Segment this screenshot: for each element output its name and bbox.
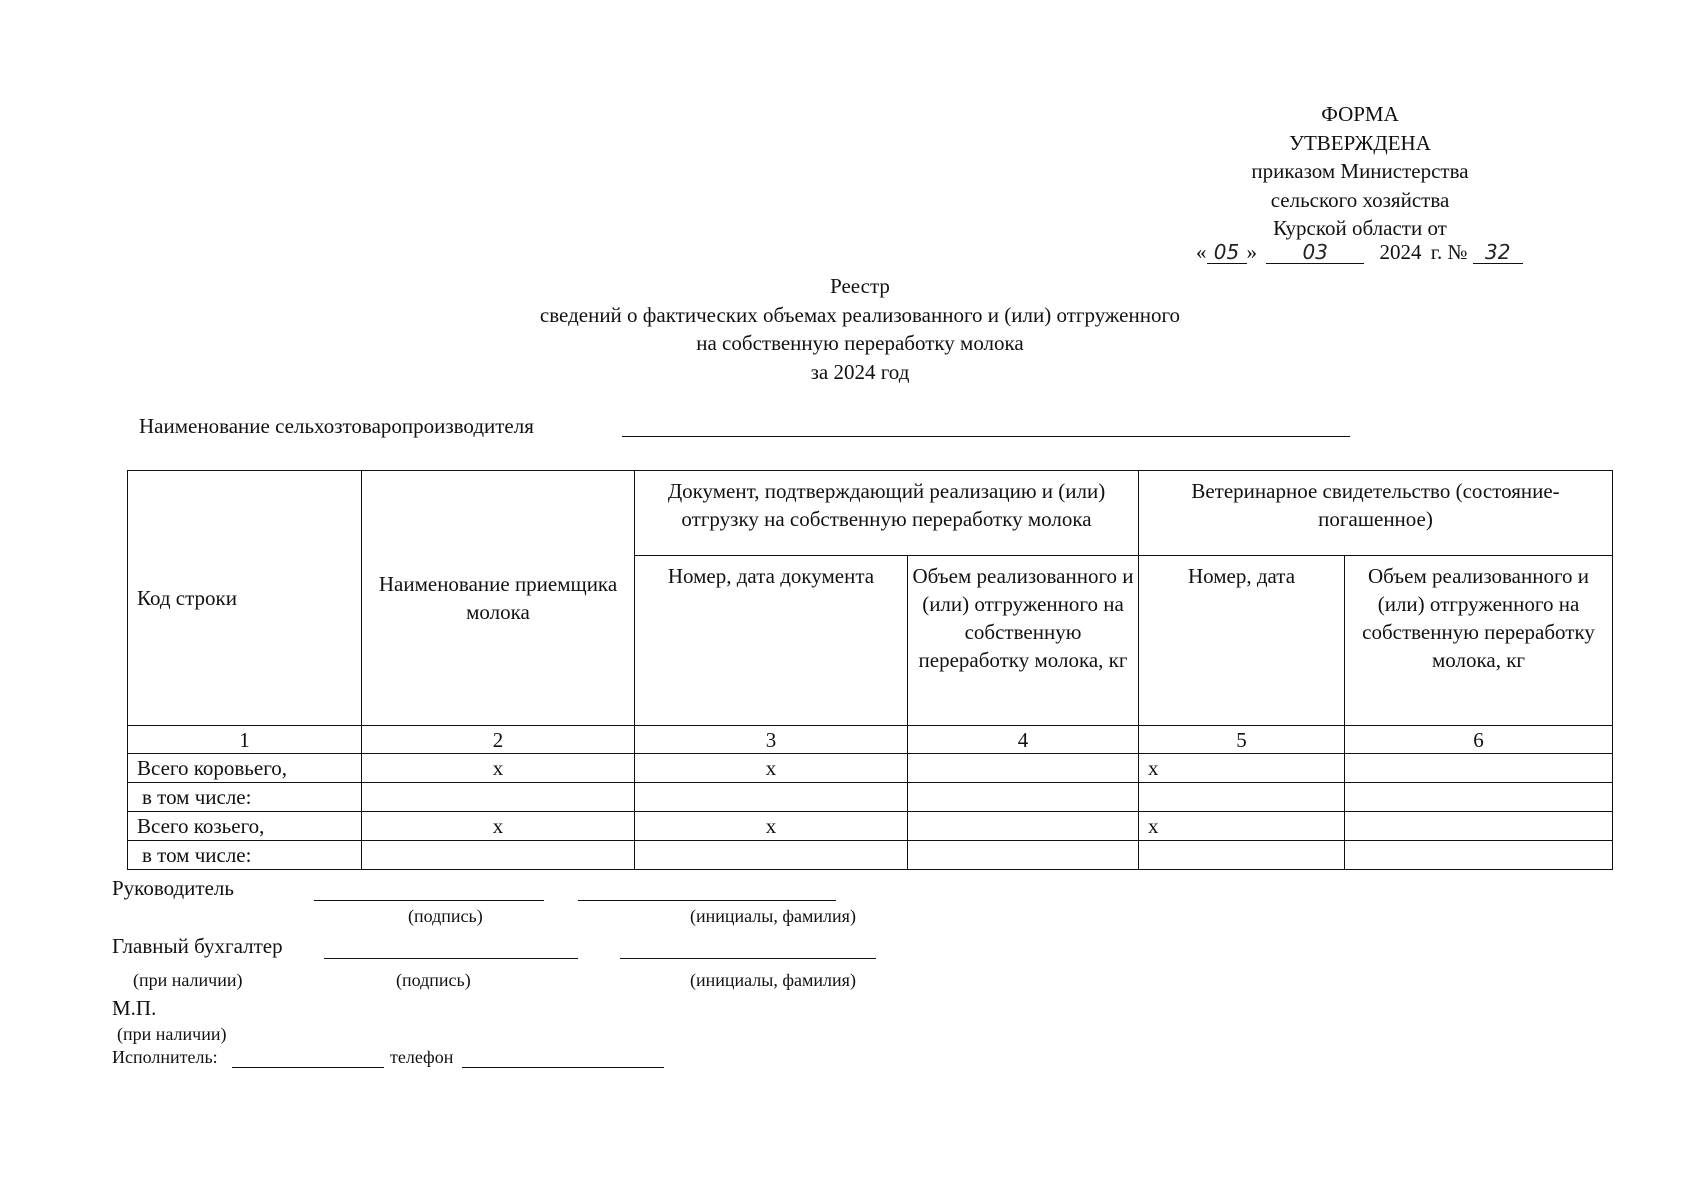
stamp-label: М.П. xyxy=(112,996,157,1020)
col-number: 4 xyxy=(908,726,1139,754)
header-vet-certificate: Ветеринарное свидетельство (состояние-погашенное) xyxy=(1139,471,1613,556)
executor-label: Исполнитель: xyxy=(112,1047,218,1067)
row-cell[interactable] xyxy=(362,841,635,870)
executor-field[interactable] xyxy=(232,1067,384,1068)
accountant-signature-line[interactable] xyxy=(324,958,578,959)
row-cell[interactable] xyxy=(1345,841,1613,870)
phone-label: телефон xyxy=(390,1047,454,1067)
head-label: Руководитель xyxy=(112,876,234,900)
quote-open: « xyxy=(1196,240,1207,264)
head-initials-hint: (инициалы, фамилия) xyxy=(690,906,856,926)
col-number: 6 xyxy=(1345,726,1613,754)
approval-region-line: Курской области от xyxy=(1273,216,1447,240)
document-title xyxy=(430,272,1290,386)
accountant-if-available: (при наличии) xyxy=(133,970,243,990)
row-cell[interactable] xyxy=(1139,783,1345,812)
row-cell[interactable] xyxy=(908,783,1139,812)
row-cell[interactable] xyxy=(362,783,635,812)
head-signature-hint: (подпись) xyxy=(408,906,483,926)
row-cell[interactable] xyxy=(908,812,1139,841)
producer-label: Наименование сельхозтоваропроизводителя xyxy=(139,414,534,438)
table-row xyxy=(128,812,1613,841)
header-vet-volume: Объем реализованного и (или) отгруженного на собственную переработку молока, кг xyxy=(1345,556,1613,726)
title-line-4: за 2024 год xyxy=(810,359,910,384)
approval-block xyxy=(1180,100,1540,243)
approval-date-line xyxy=(1196,240,1523,265)
quote-close: » xyxy=(1246,240,1257,264)
col-number: 5 xyxy=(1139,726,1345,754)
row-cell[interactable] xyxy=(635,783,908,812)
row-label: Всего коровьего, xyxy=(128,754,362,783)
row-label: в том числе: xyxy=(128,841,362,870)
table-row xyxy=(128,841,1613,870)
head-initials-line[interactable] xyxy=(578,900,836,901)
row-label: Всего козьего, xyxy=(128,812,362,841)
header-document: Документ, подтверждающий реализацию и (или) отгрузку на собственную переработку молока xyxy=(635,471,1139,556)
approval-number: 32 xyxy=(1473,241,1523,264)
row-label: в том числе: xyxy=(128,783,362,812)
header-code: Код строки xyxy=(128,471,362,726)
producer-field[interactable] xyxy=(622,436,1350,437)
row-cell[interactable] xyxy=(1139,841,1345,870)
approval-order-line: приказом Министерства xyxy=(1251,159,1469,183)
row-cell: х xyxy=(362,754,635,783)
head-signature-line[interactable] xyxy=(314,900,544,901)
approval-number-label: г. № xyxy=(1430,240,1468,264)
accountant-initials-hint: (инициалы, фамилия) xyxy=(690,970,856,990)
stamp-if-available: (при наличии) xyxy=(117,1024,227,1044)
row-cell: х xyxy=(635,754,908,783)
row-cell[interactable] xyxy=(1345,812,1613,841)
table-row xyxy=(128,783,1613,812)
table-row xyxy=(128,754,1613,783)
accountant-initials-line[interactable] xyxy=(620,958,876,959)
col-number: 3 xyxy=(635,726,908,754)
approval-year: 2024 xyxy=(1379,240,1422,264)
header-vet-number: Номер, дата xyxy=(1139,556,1345,726)
col-number: 2 xyxy=(362,726,635,754)
title-line-2: сведений о фактических объемах реализованного и (или) отгруженного xyxy=(539,302,1181,327)
approval-approved-label: УТВЕРЖДЕНА xyxy=(1289,130,1431,155)
approval-month: 03 xyxy=(1266,241,1364,264)
row-cell[interactable] xyxy=(635,841,908,870)
header-receiver: Наименование приемщика молока xyxy=(362,471,635,726)
row-cell[interactable] xyxy=(1345,783,1613,812)
title-line-3: на собственную переработку молока xyxy=(696,331,1024,355)
accountant-label: Главный бухгалтер xyxy=(112,934,283,958)
header-doc-number: Номер, дата документа xyxy=(635,556,908,726)
column-number-row xyxy=(128,726,1613,754)
row-cell[interactable] xyxy=(908,841,1139,870)
approval-form-label: ФОРМА xyxy=(1321,102,1399,126)
row-cell[interactable] xyxy=(1345,754,1613,783)
row-cell: х xyxy=(362,812,635,841)
approval-day: 05 xyxy=(1207,241,1247,264)
row-cell[interactable] xyxy=(908,754,1139,783)
registry-table xyxy=(127,470,1613,870)
accountant-signature-hint: (подпись) xyxy=(396,970,471,990)
row-cell: х xyxy=(1139,812,1345,841)
phone-field[interactable] xyxy=(462,1067,664,1068)
approval-ministry-line: сельского хозяйства xyxy=(1270,187,1450,212)
row-cell: х xyxy=(1139,754,1345,783)
col-number: 1 xyxy=(128,726,362,754)
row-cell: х xyxy=(635,812,908,841)
title-line-1: Реестр xyxy=(830,274,890,298)
header-doc-volume: Объем реализованного и (или) отгруженного на собственную переработку молока, кг xyxy=(908,556,1139,726)
